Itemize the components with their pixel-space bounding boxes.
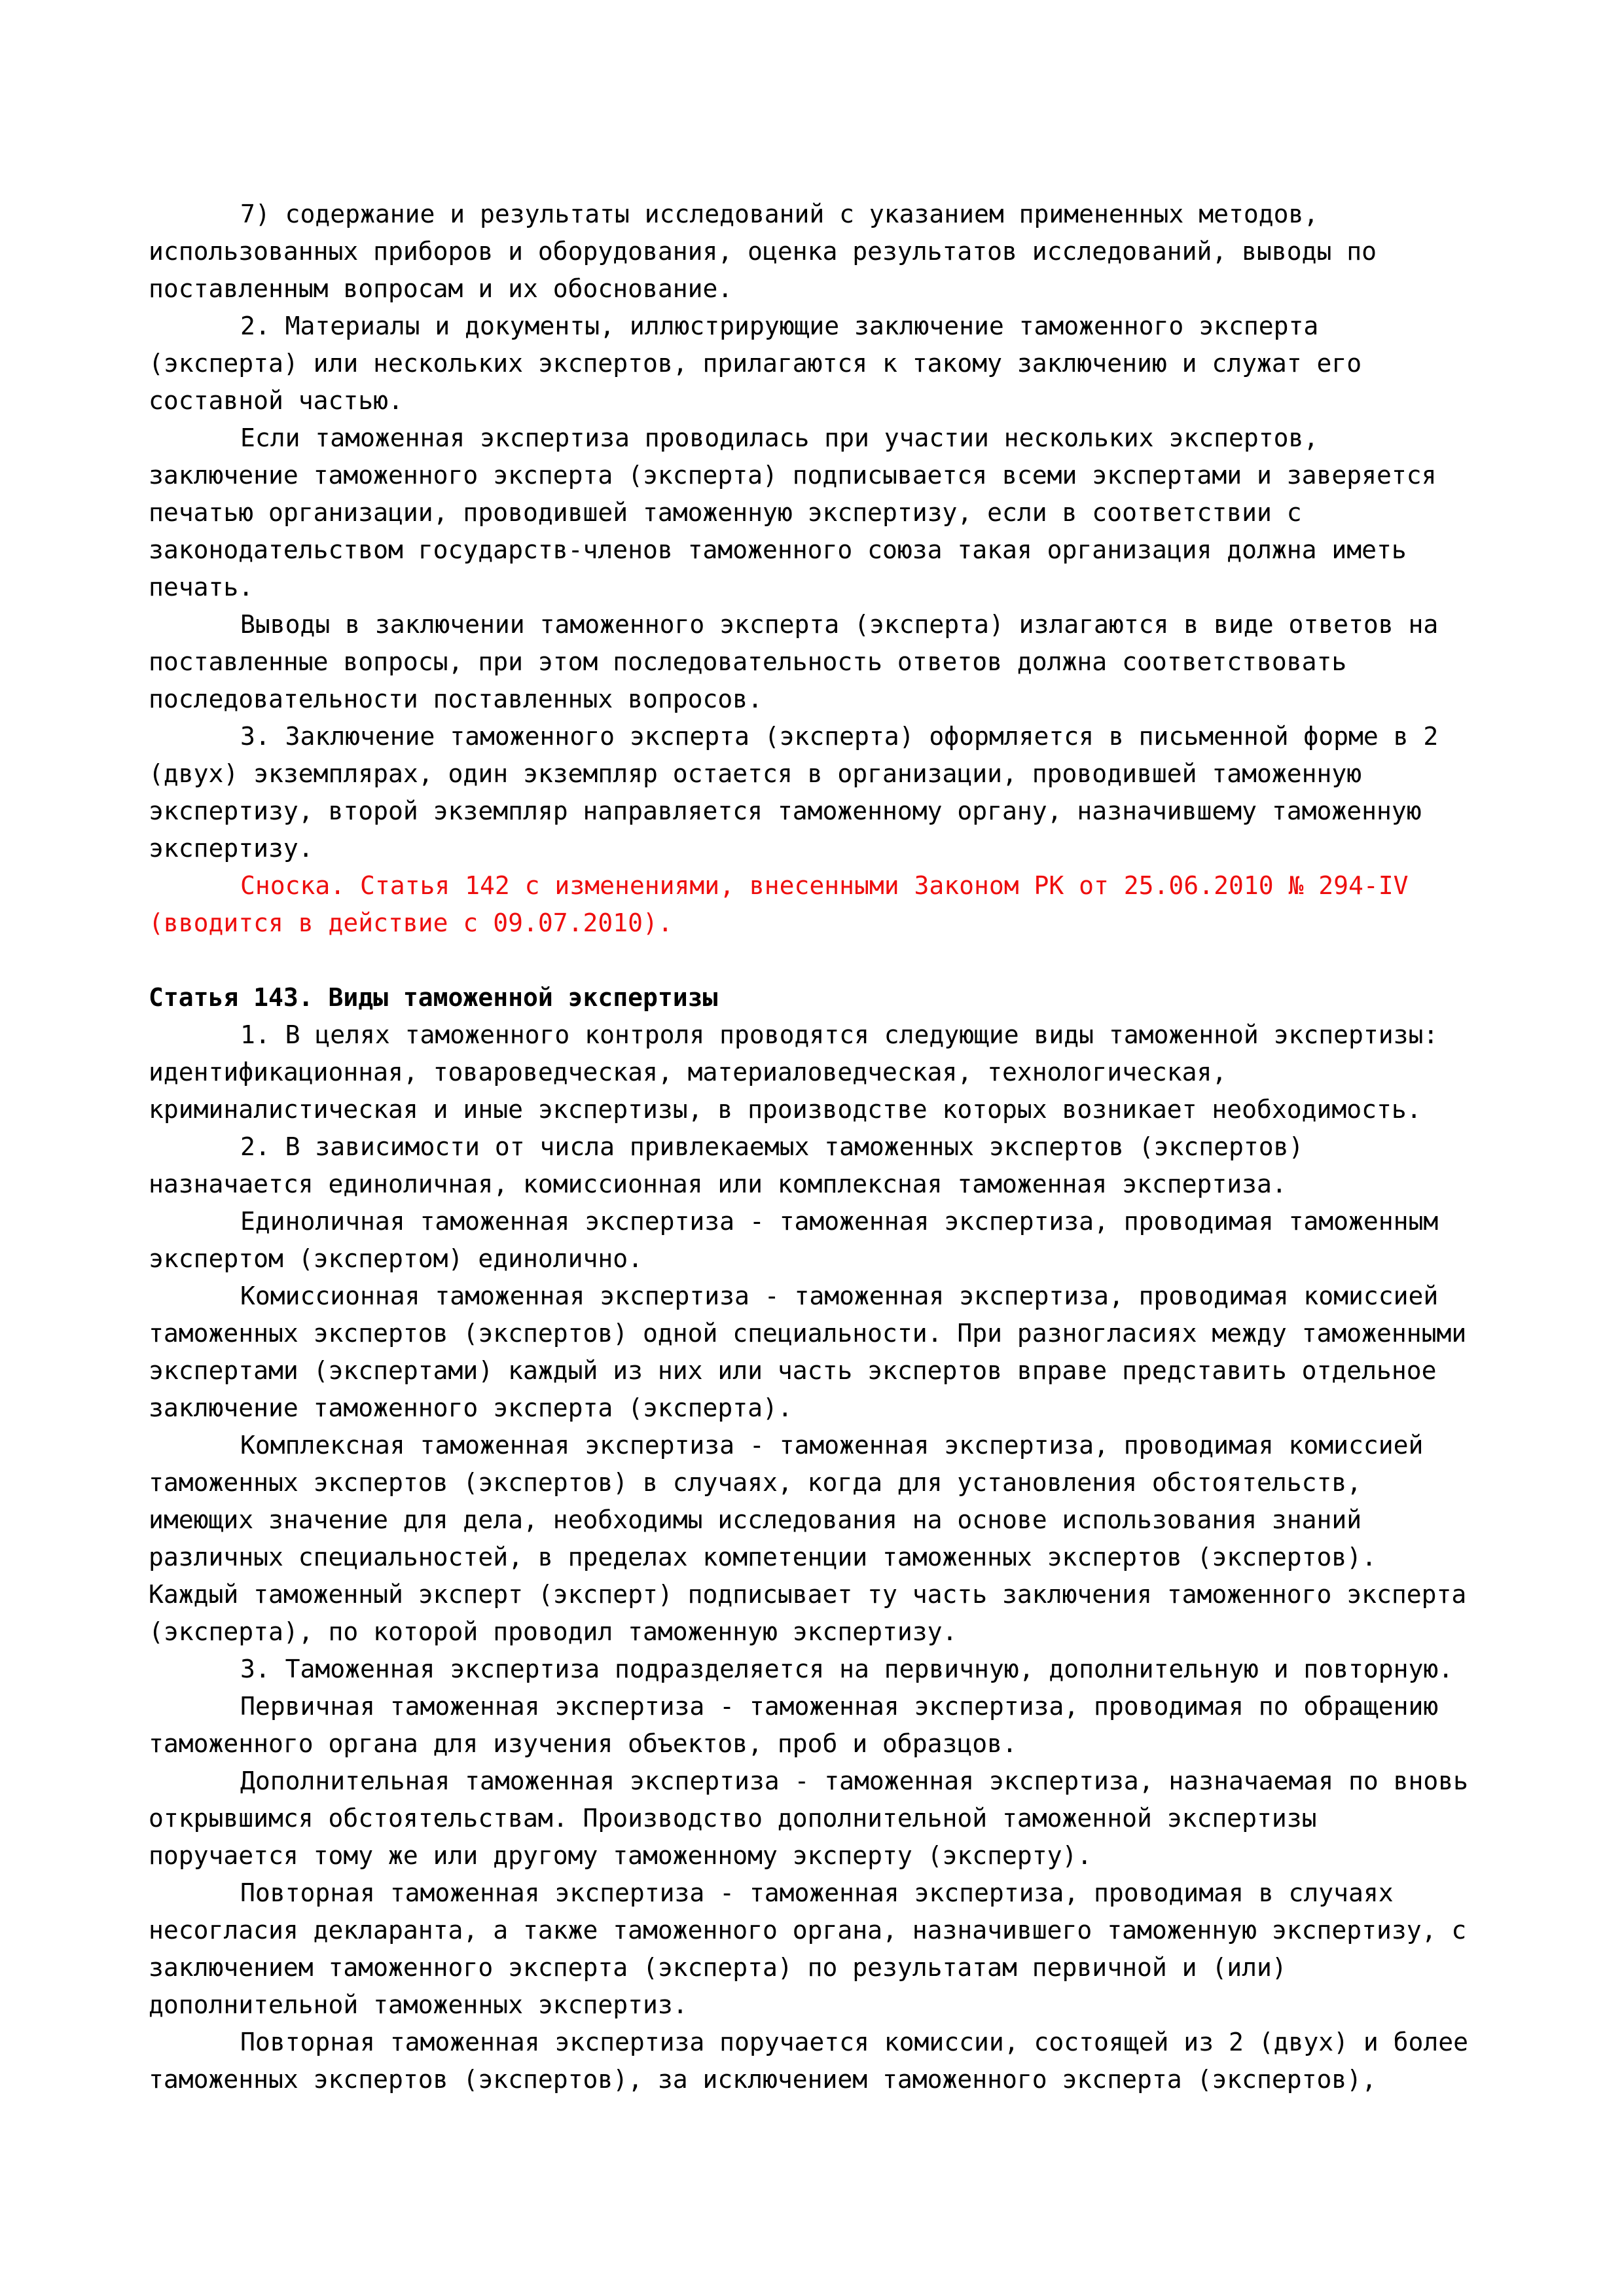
text-line: поставленные вопросы, при этом последовательность ответов должна соответствовать (149, 647, 1347, 676)
text-line: печатью организации, проводившей таможенную экспертизу, если в соответствии с (149, 498, 1302, 527)
text-line: таможенных экспертов (экспертов) в случаях, когда для установления обстоятельств, (149, 1468, 1362, 1497)
paragraph (149, 1016, 1536, 1128)
paragraph (149, 420, 1536, 606)
paragraph (149, 2024, 1536, 2098)
text-line: 3. Заключение таможенного эксперта (эксперта) оформляется в письменной форме в 2 (240, 722, 1439, 751)
footnote (149, 867, 1536, 942)
text-line: 7) содержание и результаты исследований с указанием примененных методов, (240, 200, 1319, 228)
paragraph (149, 1278, 1536, 1427)
text-line: (вводится в действие с 09.07.2010). (149, 908, 673, 937)
text-line: Статья 143. Виды таможенной экспертизы (149, 983, 718, 1012)
text-line: 3. Таможенная экспертиза подразделяется на первичную, дополнительную и повторную. (240, 1655, 1454, 1683)
paragraph (149, 1763, 1536, 1874)
text-line: Повторная таможенная экспертиза поручается комиссии, состоящей из 2 (двух) и более (240, 2028, 1468, 2056)
text-line: заключением таможенного эксперта (эксперта) по результатам первичной и (или) (149, 1953, 1287, 1982)
text-line: Комиссионная таможенная экспертиза - таможенная экспертиза, проводимая комиссией (240, 1282, 1439, 1310)
spacer (149, 942, 1536, 979)
text-line: Единоличная таможенная экспертиза - таможенная экспертиза, проводимая таможенным (240, 1207, 1439, 1236)
text-line: 1. В целях таможенного контроля проводятся следующие виды таможенной экспертизы: (240, 1020, 1439, 1049)
text-line: открывшимся обстоятельствам. Производство дополнительной таможенной экспертизы (149, 1804, 1317, 1833)
text-line: Выводы в заключении таможенного эксперта (эксперта) излагаются в виде ответов на (240, 610, 1439, 639)
text-line: таможенных экспертов (экспертов), за исключением таможенного эксперта (экспертов), (149, 2065, 1377, 2094)
text-line: назначается единоличная, комиссионная или комплексная таможенная экспертиза. (149, 1170, 1287, 1198)
paragraph (149, 606, 1536, 718)
text-line: заключение таможенного эксперта (эксперта) подписывается всеми экспертами и заверяется (149, 461, 1437, 490)
text-line: Повторная таможенная экспертиза - таможенная экспертиза, проводимая в случаях (240, 1878, 1394, 1907)
text-line: Комплексная таможенная экспертиза - таможенная экспертиза, проводимая комиссией (240, 1431, 1424, 1460)
text-line: Каждый таможенный эксперт (эксперт) подписывает ту часть заключения таможенного эксперта (149, 1580, 1467, 1609)
text-line: несогласия декларанта, а также таможенного органа, назначившего таможенную экспертизу, с (149, 1916, 1467, 1945)
paragraph (149, 1688, 1536, 1763)
text-line: (эксперта), по которой проводил таможенную экспертизу. (149, 1617, 958, 1646)
document-text (149, 196, 1536, 2098)
paragraph (149, 718, 1536, 867)
text-line: Первичная таможенная экспертиза - таможенная экспертиза, проводимая по обращению (240, 1692, 1439, 1721)
paragraph (149, 1874, 1536, 2024)
text-line: использованных приборов и оборудования, оценка результатов исследований, выводы по (149, 237, 1377, 266)
text-line: печать. (149, 573, 254, 601)
paragraph (149, 1128, 1536, 1203)
text-line: Сноска. Статья 142 с изменениями, внесенными Законом РК от 25.06.2010 № 294-IV (240, 871, 1409, 900)
text-line: составной частью. (149, 386, 403, 415)
text-line: криминалистическая и иные экспертизы, в производстве которых возникает необходимость. (149, 1095, 1422, 1124)
text-line: экспертизу. (149, 834, 314, 863)
text-line: 2. В зависимости от числа привлекаемых таможенных экспертов (экспертов) (240, 1132, 1304, 1161)
text-line: экспертом (экспертом) единолично. (149, 1244, 643, 1273)
paragraph (149, 308, 1536, 420)
paragraph (149, 196, 1536, 308)
text-line: Дополнительная таможенная экспертиза - таможенная экспертиза, назначаемая по вновь (240, 1767, 1468, 1795)
paragraph (149, 1203, 1536, 1278)
text-line: различных специальностей, в пределах компетенции таможенных экспертов (экспертов). (149, 1543, 1377, 1571)
text-line: поручается тому же или другому таможенному эксперту (эксперту). (149, 1841, 1092, 1870)
text-line: Если таможенная экспертиза проводилась при участии нескольких экспертов, (240, 423, 1319, 452)
text-line: дополнительной таможенных экспертиз. (149, 1990, 688, 2019)
text-line: таможенного органа для изучения объектов, проб и образцов. (149, 1729, 1017, 1758)
text-line: (двух) экземплярах, один экземпляр остается в организации, проводившей таможенную (149, 759, 1362, 788)
text-line: (эксперта) или нескольких экспертов, прилагаются к такому заключению и служат его (149, 349, 1362, 378)
article-heading (149, 979, 1536, 1016)
text-line: заключение таможенного эксперта (эксперта). (149, 1393, 793, 1422)
text-line: экспертами (экспертами) каждый из них или часть экспертов вправе представить отдельное (149, 1356, 1437, 1385)
text-line: идентификационная, товароведческая, материаловедческая, технологическая, (149, 1058, 1227, 1086)
paragraph (149, 1427, 1536, 1651)
paragraph (149, 1651, 1536, 1688)
text-line: поставленным вопросам и их обоснование. (149, 274, 733, 303)
text-line: экспертизу, второй экземпляр направляется таможенному органу, назначившему таможенную (149, 797, 1422, 825)
text-line: имеющих значение для дела, необходимы исследования на основе использования знаний (149, 1505, 1362, 1534)
text-line: законодательством государств-членов таможенного союза такая организация должна иметь (149, 535, 1407, 564)
text-line: последовательности поставленных вопросов. (149, 685, 763, 713)
text-line: 2. Материалы и документы, иллюстрирующие заключение таможенного эксперта (240, 312, 1319, 340)
text-line: таможенных экспертов (экспертов) одной специальности. При разногласиях между таможенными (149, 1319, 1467, 1348)
